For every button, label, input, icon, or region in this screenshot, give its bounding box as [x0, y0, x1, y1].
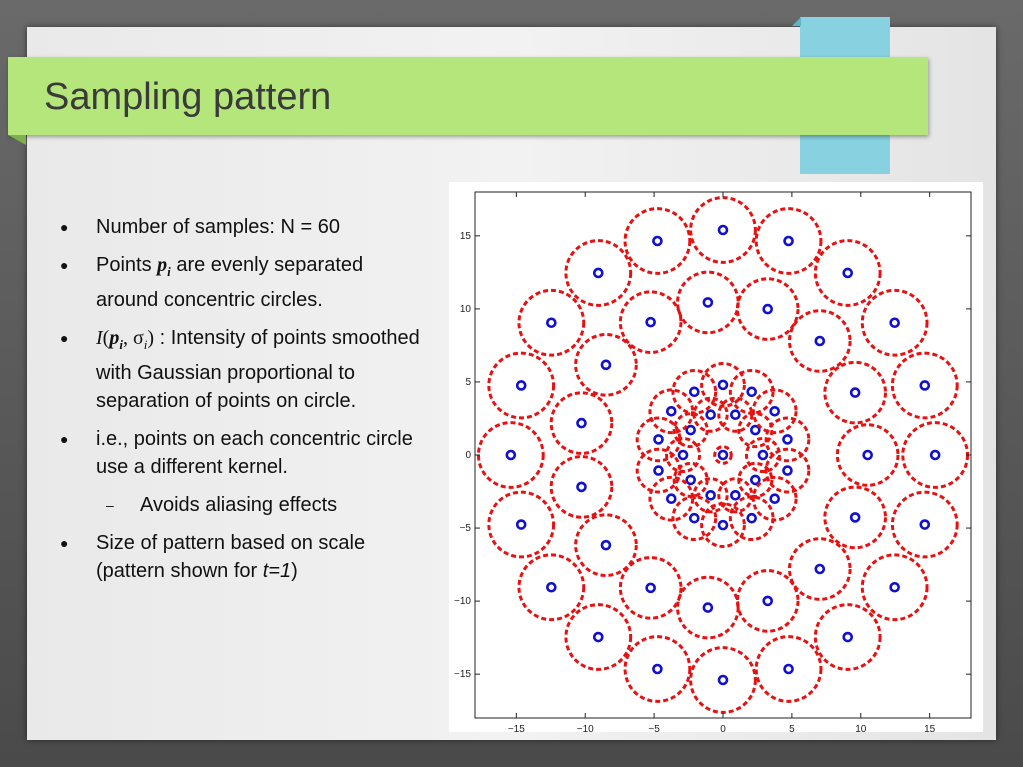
bullet-text: Number of samples: N = 60 [96, 216, 340, 238]
math-p-sub: i [167, 264, 171, 279]
y-tick-label: 0 [465, 450, 471, 461]
bullet-text-post: are evenly separated around concentric circles. [96, 254, 364, 311]
bullet-text-post: : Intensity of points smoothed with Gaussian proportional to separation of points on circle. [96, 327, 420, 412]
math-p-sub: i [119, 337, 123, 352]
bullet-item-1 [60, 213, 430, 241]
math-sigma-sub: i [143, 337, 148, 352]
bullet-text-pre: Points [96, 254, 158, 276]
x-tick-label: −15 [507, 724, 525, 732]
y-tick-label: −10 [454, 596, 471, 608]
slide-title: Sampling pattern [44, 76, 332, 118]
math-p: p [157, 254, 168, 276]
y-tick-label: 10 [459, 303, 471, 315]
bullet-text-pre: Size of pattern based on scale (pattern shown for [96, 532, 366, 582]
y-tick-label: 5 [465, 376, 471, 388]
bullet-text: i.e., points on each concentric circle use a different kernel. [96, 428, 413, 478]
title-bar-fold [8, 135, 26, 145]
bullet-dot-icon: ● [60, 219, 69, 235]
bullet-dot-icon: ● [60, 330, 69, 346]
math-open: ( [102, 327, 110, 349]
bullet-item-3 [60, 324, 430, 415]
bullet-text-post: ) [291, 560, 298, 582]
y-tick-label: −15 [454, 669, 471, 681]
y-tick-label: −5 [459, 523, 471, 535]
bullet-italic: t=1 [262, 560, 292, 582]
x-tick-label: 5 [789, 724, 795, 732]
bullet-dot-icon: ● [60, 535, 69, 551]
math-intensity [96, 327, 155, 352]
bullet-item-5 [60, 529, 430, 585]
sampling-pattern-plot [449, 182, 983, 732]
math-sigma: , σ [122, 327, 144, 349]
x-tick-label: −10 [576, 724, 594, 732]
bullet-item-2 [60, 251, 430, 314]
dash-icon: – [106, 497, 114, 513]
accent-tab-fold [792, 17, 801, 26]
sampling-pattern-figure [449, 182, 983, 732]
y-tick-label: 15 [459, 230, 471, 242]
sub-bullet-text: Avoids aliasing effects [140, 494, 338, 516]
math-p: p [109, 327, 120, 349]
bullet-dot-icon: ● [60, 257, 69, 273]
sub-bullet-item [60, 491, 430, 519]
bullet-item-4 [60, 425, 430, 481]
x-tick-label: 10 [855, 724, 867, 732]
x-tick-label: 15 [924, 724, 936, 732]
x-tick-label: −5 [648, 724, 660, 732]
math-point-symbol [157, 254, 171, 279]
x-tick-label: 0 [720, 724, 726, 732]
bullet-dot-icon: ● [60, 431, 69, 447]
math-close: ) [147, 327, 155, 349]
math-I: I [96, 327, 103, 349]
bullet-list [60, 213, 430, 595]
